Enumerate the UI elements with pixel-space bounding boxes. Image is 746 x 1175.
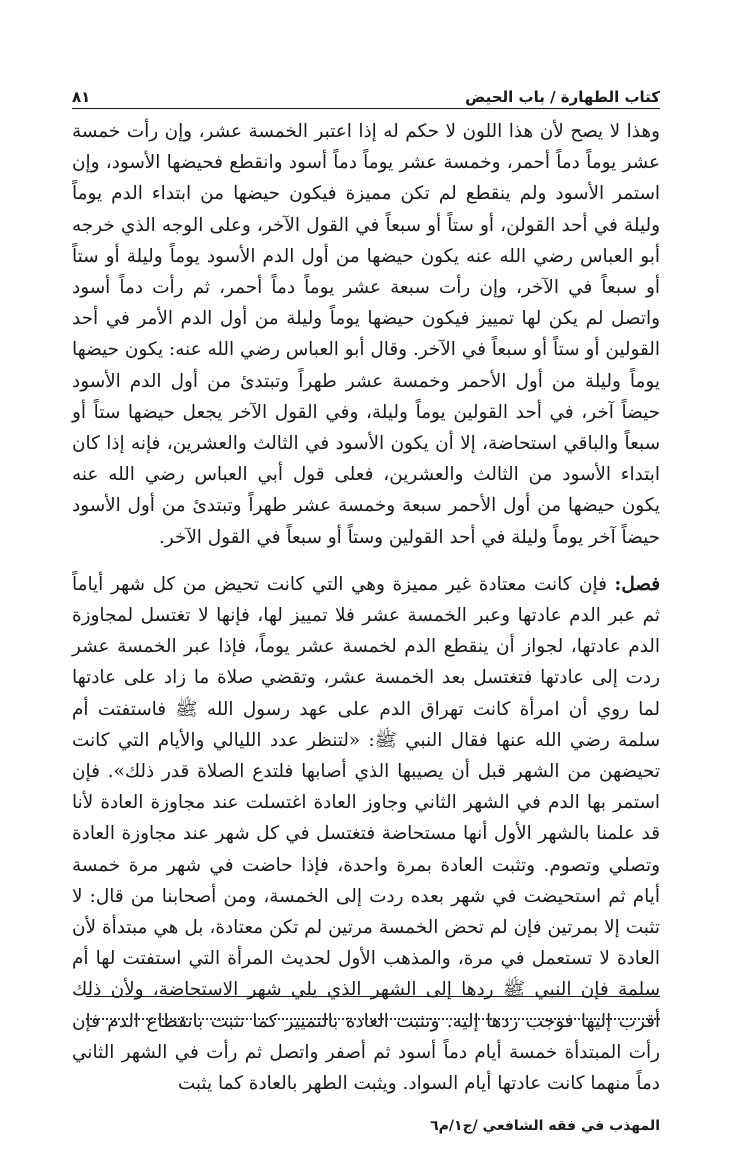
page-number: ٨١ [72, 88, 91, 106]
body-text [72, 116, 660, 1099]
section-lead-word: فصل: [614, 573, 660, 595]
running-header-title: كتاب الطهارة / باب الحيض [465, 88, 660, 106]
paragraph-text: فإن كانت معتادة غير مميزة وهي التي كانت تحيض من كل شهر أياماً ثم عبر الدم عادتها وعبر الخمسة عشر فلا تمييز لها، فإنها لا تغتسل لمجاوزة الدم عادتها، لجواز أن ينقطع الدم لخمسة عشر يوماً، فإذا عبر الخمسة عشر ردت إلى عادتها فتغتسل بعد الخمسة عشر، وتقضي صلاة ما زاد على عادتها لما روي أن امرأة كانت تهراق الدم على عهد رسول الله ﷺ فاستفتت أم سلمة رضي الله عنها فقال النبي ﷺ: «لتنظر عدد الليالي والأيام التي كانت تحيضهن من الشهر قبل أن يصيبها الذي أصابها فلتدع الصلاة قدر ذلك». فإن استمر بها الدم في الشهر الثاني وجاوز العادة اغتسلت عند مجاوزة العادة لأنا قد علمنا بالشهر الأول أنها مستحاضة فتغتسل في كل شهر عند مجاوزة العادة وتصلي وتصوم. وتثبت العادة بمرة واحدة، فإذا حاضت في شهر مرة خمسة أيام ثم استحيضت في شهر بعده ردت إلى الخمسة، ومن أصحابنا من قال: لا تثبت إلا بمرتين فإن لم تحض الخمسة مرتين لم تكن معتادة، بل هي مبتدأة لأن العادة لا تستعمل في مرة، والمذهب الأول لحديث المرأة التي استفتت لها أم سلمة فإن النبي ﷺ ردها إلى الشهر الذي يلي شهر الاستحاضة، ولأن ذلك أقرب إليها فوجب ردها إليه. وتثبت العادة بالتمييز كما تثبت بانقطاع الدم فإن رأت المبتدأة خمسة أيام دماً أسود ثم أصفر واتصل ثم رأت في الشهر الثاني دماً منهما كانت عادتها أيام السواد. ويثبت الطهر بالعادة كما يثبت [72, 573, 660, 1095]
footer-signature: المهذب في فقه الشافعي /ج١/م٦ [430, 1118, 660, 1134]
header-rule [72, 108, 660, 109]
paragraph [72, 116, 660, 553]
running-header [72, 76, 660, 106]
paragraph-text: وهذا لا يصح لأن هذا اللون لا حكم له إذا اعتبر الخمسة عشر، وإن رأت خمسة عشر يوماً دماً أحمر، وخمسة عشر يوماً دماً أسود وانقطع فحيضها الأسود، وإن استمر الأسود ولم ينقطع لم تكن مميزة فيكون حيضها من ابتداء الدم يوماً وليلة في أحد القولن، أو ستاً أو سبعاً في القول الآخر، وعلى الوجه الذي خرجه أبو العباس رضي الله عنه يكون حيضها من أول الدم الأسود يوماً وليلة أو ستاً أو سبعاً في الآخر، وإن رأت سبعة عشر يوماً دماً أحمر، ثم رأت دماً أسود واتصل لم يكن لها تمييز فيكون حيضها يوماً وليلة من أول الدم الأمر في أحد القولين أو ستاً أو سبعاً في الآخر. وقال أبو العباس رضي الله عنه: يكون حيضها يوماً وليلة من أول الأحمر وخمسة عشر طهراً وتبتدئ من أول الدم الأسود حيضاً آخر، في أحد القولين يوماً وليلة، وفي القول الآخر يجعل حيضها ستاً أو سبعاً والباقي استحاضة، إلا أن يكون الأسود في الثالث والعشرين، فإنه إذا كان ابتداء الأسود من الثالث والعشرين، فعلى قول أبي العباس رضي الله عنه يكون حيضها من أول الأحمر سبعة وخمسة عشر طهراً وتبتدئ من أول الأسود حيضاً آخر يوماً وليلة في أحد القولين وستاً أو سبعاً في القول الآخر. [72, 121, 660, 548]
footnote-rule [86, 996, 660, 997]
footnote-dotted-line [86, 1018, 660, 1020]
